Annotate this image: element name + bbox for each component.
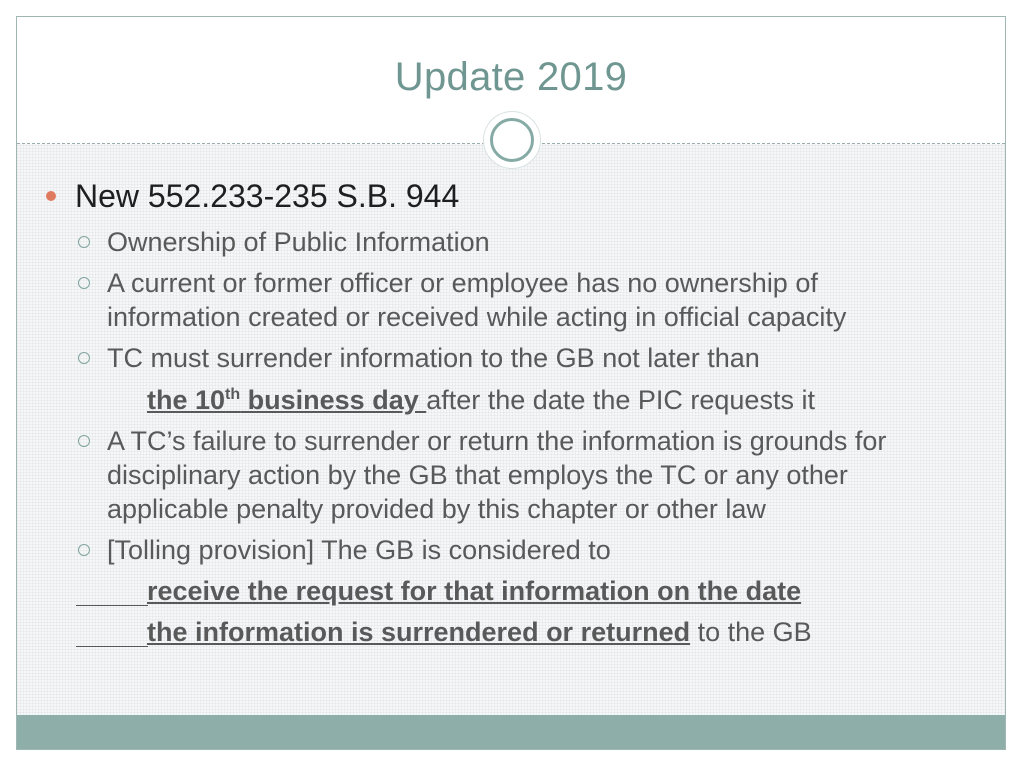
item-tolling-line1 xyxy=(147,574,801,608)
deadline-unit: business day xyxy=(240,385,427,415)
slide-title: Update 2019 xyxy=(394,55,628,99)
bullet-ring-icon xyxy=(78,435,90,447)
item-surrender: TC must surrender information to the GB not later than xyxy=(107,343,760,373)
bullet-ring-icon xyxy=(78,236,90,248)
item-surrender-deadline xyxy=(147,383,815,417)
item-tolling: [Tolling provision] The GB is considered to xyxy=(107,535,611,565)
item-ownership: Ownership of Public Information xyxy=(107,227,490,257)
tolling-rest: to the GB xyxy=(690,617,812,647)
bullet-ring-icon xyxy=(78,277,90,289)
item-no-ownership-line2: information created or received while acting in official capacity xyxy=(107,302,847,332)
blank-line xyxy=(76,646,148,647)
bullet-dot-icon xyxy=(46,191,56,201)
deadline-number: the 10 xyxy=(147,385,226,415)
tolling-emphasis-2: the information is surrendered or returned xyxy=(147,617,691,647)
deadline-emphasis xyxy=(147,385,426,415)
level1-text: New 552.233-235 S.B. 944 xyxy=(75,178,460,214)
item-failure-line2: disciplinary action by the GB that employs the TC or any other xyxy=(107,460,848,490)
circle-ring xyxy=(490,118,534,162)
deadline-superscript: th xyxy=(225,386,241,403)
item-failure-line3: applicable penalty provided by this chapter or other law xyxy=(107,494,766,524)
slide xyxy=(16,16,1006,750)
bullet-ring-icon xyxy=(78,352,90,364)
item-no-ownership-line1: A current or former officer or employee has no ownership of xyxy=(107,268,818,298)
item-tolling-line2 xyxy=(147,615,812,649)
tolling-emphasis-1: receive the request for that information on the date xyxy=(147,576,802,606)
deadline-rest: after the date the PIC requests it xyxy=(426,385,815,415)
item-failure-line1: A TC’s failure to surrender or return the information is grounds for xyxy=(107,426,887,456)
footer-bar xyxy=(17,715,1005,749)
bullet-ring-icon xyxy=(78,544,90,556)
decorative-circle-icon xyxy=(484,112,540,168)
blank-line xyxy=(76,605,148,606)
